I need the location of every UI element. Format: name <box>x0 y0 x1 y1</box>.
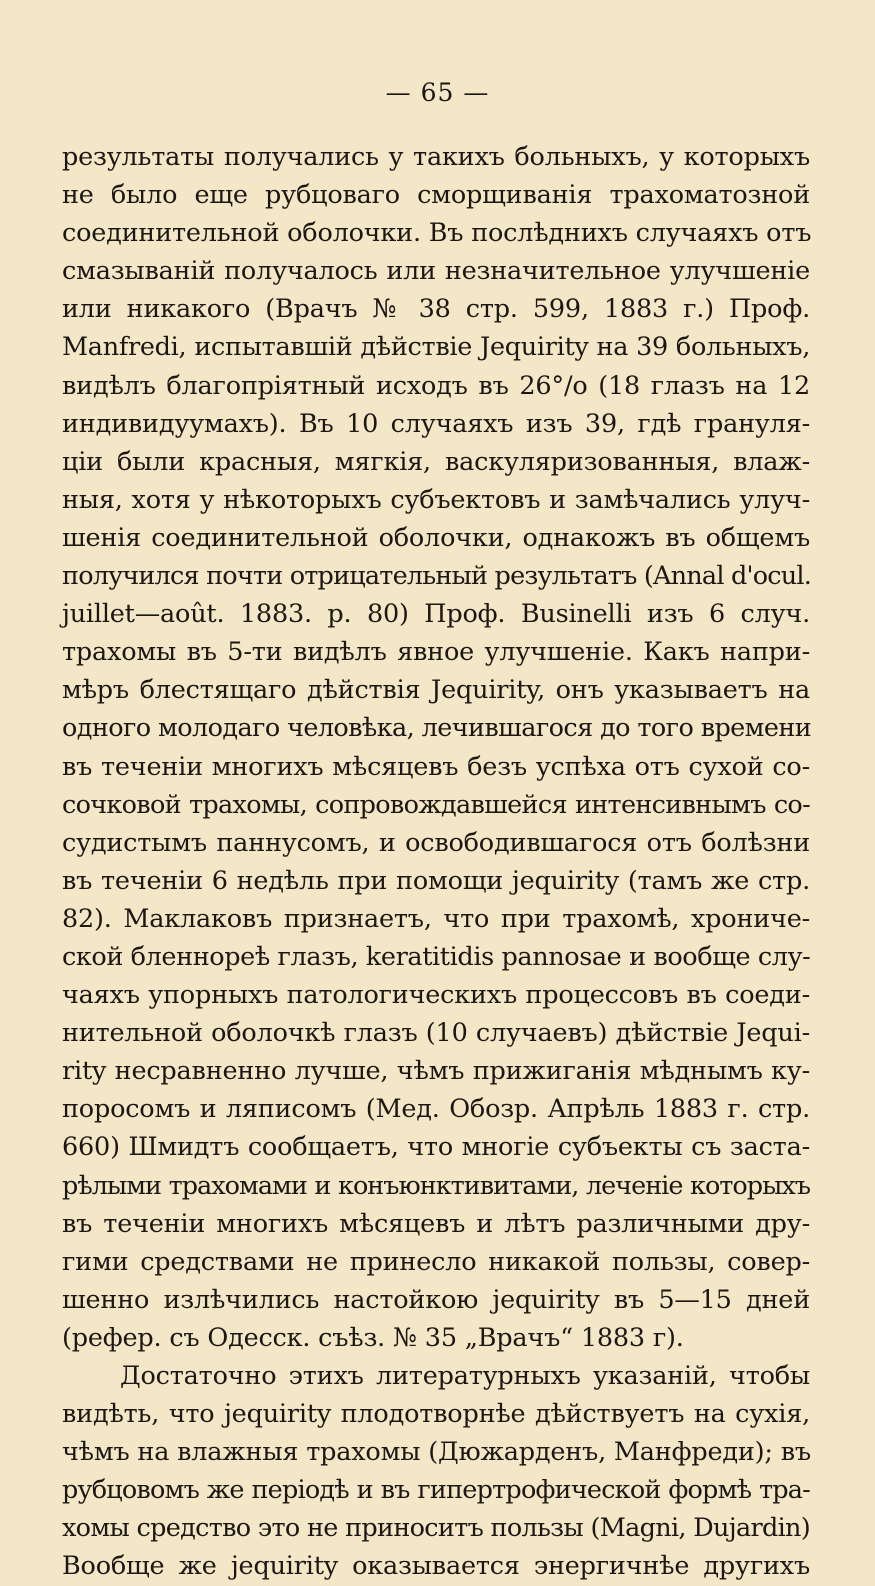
text-line-25: rity несравненно лучше, чѣмъ прижиганія мѣднымъ ку- <box>62 1056 810 1087</box>
text-line-12: получился почти отрицательный результатъ (Annal d'ocul. <box>62 561 812 592</box>
text-line-2: не было еще рубцоваго сморщиванія трахоматозной <box>62 180 810 211</box>
text-line-32: (рефер. съ Одесск. съѣз. № 35 „Врачъ“ 1883 г). <box>62 1322 684 1353</box>
text-line-5: или никакого (Врачъ № 38 стр. 599, 1883 г.) Проф. <box>62 294 810 325</box>
text-line-10: ныя, хотя у нѣкоторыхъ субъектовъ и замѣчались улуч- <box>62 484 810 515</box>
text-line-22: ской бленнореѣ глазъ, keratitidis pannosae и вообще слу- <box>62 941 811 972</box>
text-line-7: видѣлъ благопріятный исходъ въ 26°/o (18 глазъ на 12 <box>62 370 810 401</box>
text-line-13: juillet—août. 1883. p. 80) Проф. Businelli изъ 6 случ. <box>62 599 810 630</box>
body-text <box>62 138 810 1586</box>
text-line-19: судистымъ паннусомъ, и освободившагося отъ болѣзни <box>62 827 810 858</box>
text-line-31: шенно излѣчились настойкою jequirity въ 5—15 дней <box>62 1284 810 1315</box>
text-line-29: въ теченіи многихъ мѣсяцевъ и лѣтъ различными дру- <box>62 1208 810 1239</box>
text-line-30: гими средствами не принесло никакой пользы, совер- <box>62 1246 810 1277</box>
text-line-20: въ теченіи 6 недѣль при помощи jequirity (тамъ же стр. <box>62 865 810 896</box>
text-line-21: 82). Маклаковъ признаетъ, что при трахомѣ, хрониче- <box>62 903 810 934</box>
text-line-15: мѣръ блестящаго дѣйствія Jequirity, онъ указываетъ на <box>62 675 810 706</box>
text-line-23: чаяхъ упорныхъ патологическихъ процессовъ въ соеди- <box>62 980 810 1011</box>
text-line-8: индивидуумахъ). Въ 10 случаяхъ изъ 39, гдѣ грануля- <box>62 408 810 439</box>
text-line-17: въ теченіи многихъ мѣсяцевъ безъ успѣха отъ сухой со- <box>62 751 810 782</box>
text-line-18: сочковой трахомы, сопровождавшейся интенсивнымъ со- <box>62 789 810 820</box>
text-line-6: Manfredi, испытавшій дѣйствіе Jequirity на 39 больныхъ, <box>62 332 810 363</box>
text-line-3: соединительной оболочки. Въ послѣднихъ случаяхъ отъ <box>62 218 812 249</box>
text-line-26: поросомъ и ляписомъ (Мед. Обозр. Апрѣль 1883 г. стр. <box>62 1094 810 1125</box>
text-line-9: ціи были красныя, мягкія, васкуляризованныя, влаж- <box>62 446 810 477</box>
text-line-33: Достаточно этихъ литературныхъ указаній, чтобы <box>120 1361 810 1391</box>
text-line-16: одного молодаго человѣка, лечившагося до того времени <box>62 713 812 744</box>
text-line-4: смазываній получалось или незначительное улучшеніе <box>62 256 810 287</box>
text-line-14: трахомы въ 5-ти видѣлъ явное улучшеніе. Какъ напри- <box>62 637 810 668</box>
page-number: — 65 — <box>385 78 490 107</box>
text-line-35: чѣмъ на влажныя трахомы (Дюжарденъ, Манфреди); въ <box>62 1437 811 1468</box>
text-line-37: хомы средство это не приноситъ пользы (Magni, Dujardin) <box>62 1513 810 1544</box>
text-line-38: Вообще же jequirity оказывается энергичнѣе другихъ <box>62 1551 810 1582</box>
text-line-36: рубцовомъ же періодѣ и въ гипертрофической формѣ тра- <box>62 1475 810 1506</box>
text-line-27: 660) Шмидтъ сообщаетъ, что многіе субъекты съ заста- <box>62 1132 810 1163</box>
text-line-34: видѣть, что jequirity плодотворнѣе дѣйствуетъ на сухія, <box>62 1399 810 1430</box>
text-line-28: рѣлыми трахомами и конъюнктивитами, леченіе которыхъ <box>62 1170 810 1201</box>
text-line-24: нительной оболочкѣ глазъ (10 случаевъ) дѣйствіе Jequi- <box>62 1018 810 1049</box>
text-line-1: результаты получались у такихъ больныхъ, у которыхъ <box>62 142 810 172</box>
text-line-11: шенія соединительной оболочки, однакожъ въ общемъ <box>62 522 810 553</box>
